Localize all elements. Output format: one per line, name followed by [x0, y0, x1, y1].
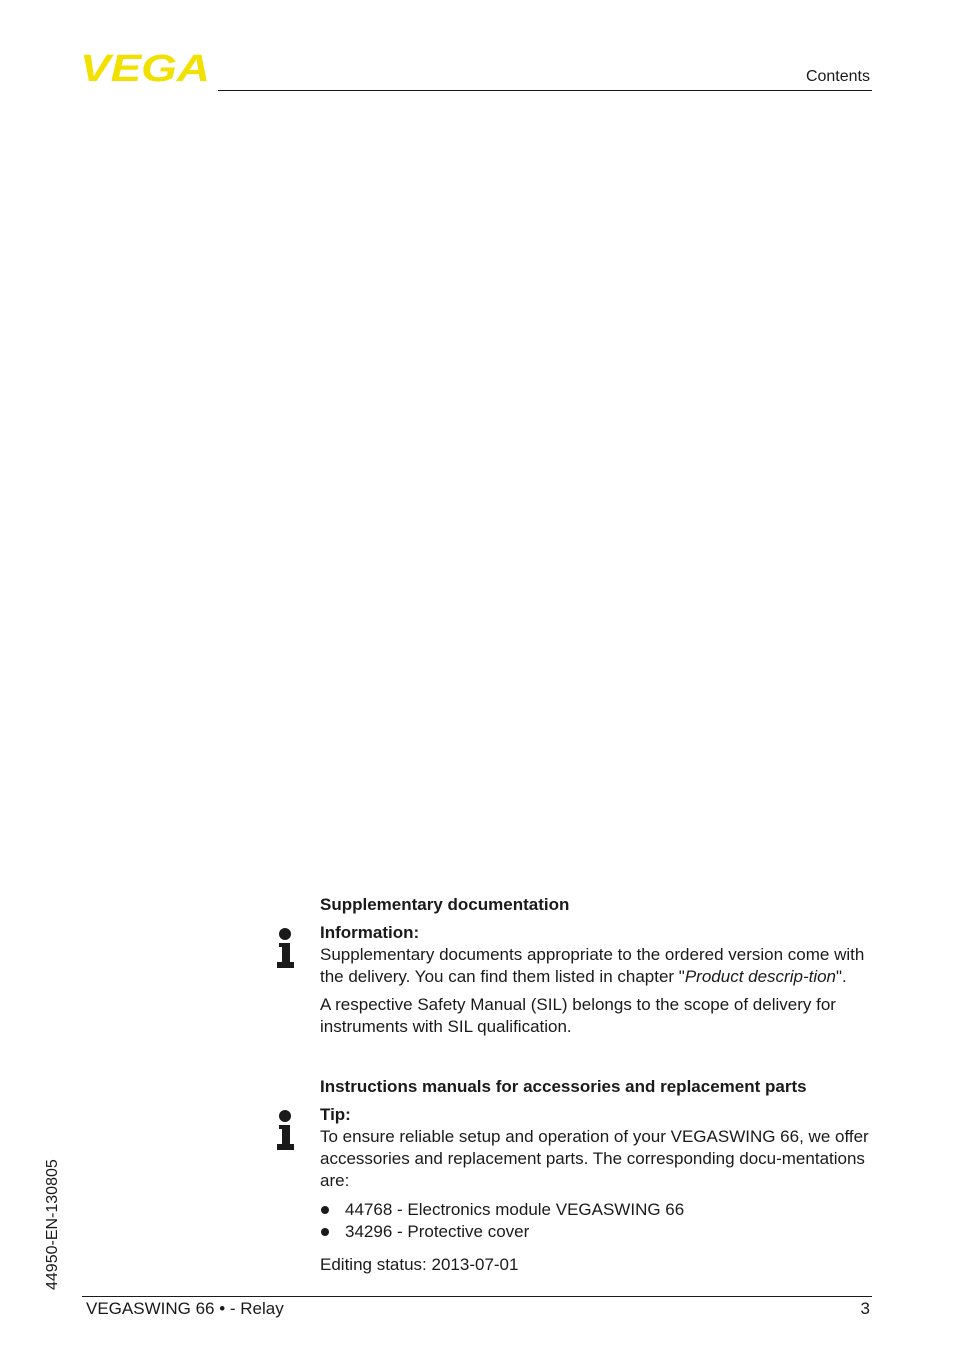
tip-text: To ensure reliable setup and operation of your VEGASWING 66, we offer accessories and replacement parts. The corresponding docu-mentations are:	[320, 1127, 869, 1190]
sil-text: A respective Safety Manual (SIL) belongs to the scope of delivery for instruments with SIL qualification.	[320, 995, 836, 1036]
list-item: 34296 - Protective cover	[320, 1221, 872, 1243]
supplementary-section	[320, 894, 872, 916]
information-block	[320, 922, 872, 1038]
footer-divider	[82, 1296, 872, 1297]
instructions-heading: Instructions manuals for accessories and replacement parts	[320, 1077, 807, 1096]
instructions-section	[320, 1076, 872, 1098]
editing-status: Editing status: 2013-07-01	[320, 1255, 519, 1274]
information-text: Supplementary documents appropriate to the ordered version come with the delivery. You can find them listed in chapter "Product descrip-tion".	[320, 945, 865, 986]
info-icon	[274, 928, 296, 970]
footer-product: VEGASWING 66 • - Relay	[86, 1299, 284, 1318]
tip-label: Tip:	[320, 1105, 351, 1124]
vega-logo	[80, 52, 212, 84]
tip-icon	[274, 1110, 296, 1152]
document-list	[320, 1199, 872, 1243]
list-item: 44768 - Electronics module VEGASWING 66	[320, 1199, 872, 1221]
chapter-reference: Product descrip-tion	[684, 967, 837, 986]
header-divider	[218, 90, 872, 91]
page-number: 3	[860, 1299, 870, 1318]
header-section-label: Contents	[805, 68, 870, 85]
supplementary-heading: Supplementary documentation	[320, 895, 570, 914]
information-label: Information:	[320, 923, 420, 942]
tip-block	[320, 1104, 872, 1243]
svg-text:VEGA: VEGA	[80, 52, 210, 84]
document-code: 44950-EN-130805	[44, 1159, 61, 1290]
